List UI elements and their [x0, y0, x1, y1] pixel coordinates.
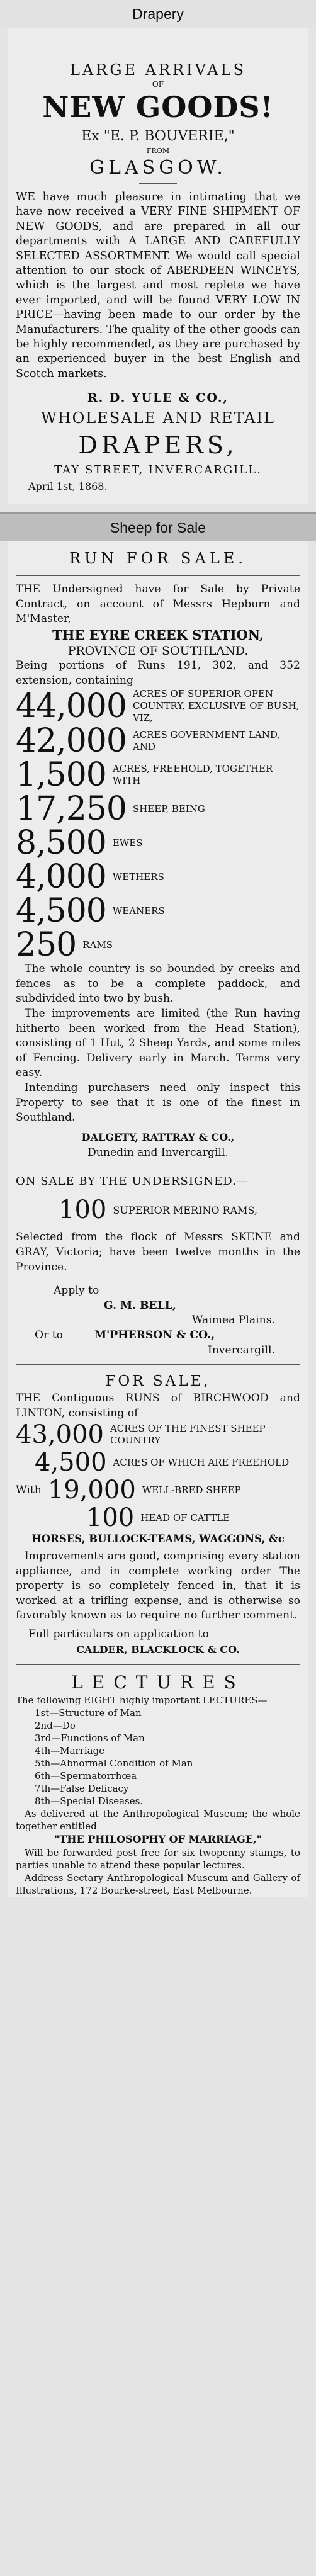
- item-desc: WEANERS: [112, 905, 165, 917]
- address-line: TAY STREET, INVERCARGILL.: [54, 463, 262, 477]
- lecture-item: 3rd—Functions of Man: [35, 1732, 145, 1744]
- run-p2: The improvements are limited (the Run having hitherto been worked from the Head Station), consisting of 1 Hut, 2 Sheep Yards, and some miles of Fencing. Delivery early in March. Terms very easy.: [16, 1007, 300, 1080]
- contact-bell-location: Waimea Plains.: [191, 1314, 275, 1327]
- lecture-item: 8th—Special Diseases.: [35, 1795, 144, 1807]
- lecture-item: 1st—Structure of Man: [35, 1707, 142, 1719]
- city-glasgow: GLASGOW.: [89, 157, 227, 179]
- item-number: 8,500: [16, 824, 106, 862]
- sheep-row: [16, 1476, 300, 1504]
- item-desc: ACRES, FREEHOLD, TOGETHER WITH: [112, 763, 273, 787]
- drapers-title: DRAPERS,: [78, 431, 238, 460]
- short-rule: [139, 183, 177, 184]
- item-number: 42,000: [16, 722, 127, 760]
- sheep-number: 19,000: [47, 1476, 136, 1505]
- contact-mpherson-location: Invercargill.: [207, 1343, 275, 1357]
- advert-yule: [8, 28, 308, 504]
- from-label: FROM: [146, 147, 170, 155]
- rule: [16, 1664, 300, 1665]
- station-name: THE EYRE CREEK STATION,: [52, 627, 264, 643]
- section-header-sheep: Sheep for Sale: [0, 512, 316, 541]
- item-number: 250: [16, 926, 77, 964]
- rule: [16, 1364, 300, 1365]
- item-number: 17,250: [16, 790, 127, 828]
- item-desc: ACRES OF SUPERIOR OPEN COUNTRY, EXCLUSIVE OF BUSH, VIZ,: [132, 688, 300, 724]
- advert-body: WE have much pleasure in intimating that we have now received a VERY FINE SHIPMENT OF NEW GOODS, and are prepared in all our departments with A LARGE AND CAREFULLY SELECTED ASSORTMENT. We would call special attention to our stock of ABERDEEN WINCEYS, which is the largest and most replete we have ever imported, and will be found VERY LOW IN PRICE—having been made to our order by the Manufacturers. The quality of the other goods can be highly recommended, as they are purchased by an experienced buyer in the best English and Scotch markets.: [16, 191, 300, 380]
- item-desc: ACRES OF WHICH ARE FREEHOLD: [113, 1456, 290, 1468]
- advert-run-for-sale: [8, 541, 308, 1897]
- headline-of: OF: [152, 80, 164, 89]
- run-for-sale-head: RUN FOR SALE.: [69, 550, 247, 568]
- cattle-number: 100: [86, 1503, 135, 1533]
- lecture-item: 2nd—Do: [35, 1720, 76, 1732]
- firm-location: Dunedin and Invercargill.: [87, 1146, 229, 1159]
- item-number: 4,000: [16, 858, 106, 896]
- run-p1: The whole country is so bounded by creeks and fences as to be a complete paddock, and subdivided into two by bush.: [16, 963, 300, 1005]
- headline-large-arrivals: LARGE ARRIVALS: [69, 61, 247, 79]
- firm-calder: CALDER, BLACKLOCK & CO.: [76, 1644, 240, 1656]
- item-row: [16, 724, 300, 758]
- item-desc: WETHERS: [112, 871, 164, 883]
- or-to: Or to: [35, 1328, 64, 1342]
- section-header-drapery: Drapery: [0, 0, 316, 28]
- for-sale-intro: THE Contiguous RUNS of BIRCHWOOD and LINTON, consisting of: [16, 1392, 300, 1420]
- apply-to: Apply to: [54, 1284, 99, 1297]
- lectures-head: LECTURES: [71, 1672, 245, 1693]
- item-row: [16, 792, 300, 826]
- contact-mpherson: M'PHERSON & CO.,: [94, 1328, 215, 1342]
- sheep-desc: WELL-BRED SHEEP: [142, 1484, 241, 1496]
- run-p3: Intending purchasers need only inspect this Property to see that it is one of the finest in Southland.: [16, 1082, 300, 1124]
- item-desc: ACRES GOVERNMENT LAND, AND: [132, 729, 281, 753]
- on-sale-head: ON SALE BY THE UNDERSIGNED.—: [16, 1175, 249, 1189]
- item-row: [16, 894, 300, 928]
- item-number: 1,500: [16, 756, 106, 794]
- item-desc: EWES: [112, 837, 143, 849]
- item-number: 44,000: [16, 687, 127, 725]
- rams-body: Selected from the flock of Messrs SKENE and GRAY, Victoria; have been twelve months in the Province.: [16, 1231, 300, 1274]
- lectures-p2: Will be forwarded post free for six twopenny stamps, to parties unable to attend these popular lectures.: [16, 1847, 300, 1872]
- province-name: PROVINCE OF SOUTHLAND.: [67, 644, 249, 658]
- lecture-item: 7th—False Delicacy: [35, 1783, 129, 1795]
- item-number: 4,500: [35, 1448, 107, 1477]
- firm-name: R. D. YULE & CO.,: [87, 391, 229, 405]
- item-row: [16, 1449, 300, 1476]
- item-number: 43,000: [16, 1420, 104, 1450]
- ship-name: Ex "E. P. BOUVERIE,": [81, 128, 235, 144]
- for-sale-head: FOR SALE,: [105, 1373, 211, 1390]
- item-row: [16, 826, 300, 860]
- lectures-p3: Address Sectary Anthropological Museum and Gallery of Illustrations, 172 Bourke-street, East Melbourne.: [16, 1872, 300, 1897]
- headline-new-goods: NEW GOODS!: [42, 90, 274, 124]
- item-desc: SHEEP, BEING: [132, 803, 205, 815]
- lecture-item: 4th—Marriage: [35, 1745, 105, 1757]
- lectures-title: "THE PHILOSOPHY OF MARRIAGE,": [54, 1833, 262, 1846]
- or-to-row: [16, 1328, 300, 1343]
- date-line: April 1st, 1868.: [28, 480, 108, 493]
- with-label: With: [16, 1483, 42, 1496]
- rams-desc: SUPERIOR MERINO RAMS,: [113, 1204, 257, 1216]
- lectures-intro: The following EIGHT highly important LECTURES—: [16, 1695, 268, 1707]
- lectures-p1: As delivered at the Anthropological Museum; the whole together entitled: [16, 1808, 300, 1833]
- item-row: [16, 758, 300, 792]
- contact-bell: G. M. BELL,: [104, 1299, 176, 1312]
- run-intro: THE Undersigned have for Sale by Private Contract, on account of Messrs Hepburn and M'Master,: [16, 583, 300, 626]
- item-desc: RAMS: [82, 939, 113, 951]
- lecture-item: 6th—Spermatorrhœa: [35, 1770, 137, 1782]
- firm-dalgety: DALGETY, RATTRAY & CO.,: [81, 1131, 235, 1143]
- trade-line: WHOLESALE AND RETAIL: [41, 409, 275, 427]
- lecture-item: 5th—Abnormal Condition of Man: [35, 1758, 193, 1770]
- cattle-desc: HEAD OF CATTLE: [140, 1511, 230, 1523]
- rule: [16, 575, 300, 576]
- cattle-row: [16, 1504, 300, 1532]
- item-row: [16, 860, 300, 894]
- rams-row: [16, 1196, 300, 1224]
- item-number: 4,500: [16, 892, 106, 930]
- horses-line: HORSES, BULLOCK-TEAMS, WAGGONS, &c: [31, 1533, 285, 1545]
- item-row: [16, 1421, 300, 1449]
- runs-text: Being portions of Runs 191, 302, and 352 extension, containing: [16, 659, 300, 687]
- item-row: [16, 688, 300, 724]
- item-desc: ACRES OF THE FINEST SHEEP COUNTRY: [110, 1423, 266, 1447]
- for-sale-body: Improvements are good, comprising every station appliance, and in complete working order The property is so completely fenced in, that it is worked at a trifling expense, and is otherwise so favorably known as to require no further comment.: [16, 1549, 300, 1622]
- item-row: [16, 928, 300, 962]
- rams-number: 100: [59, 1195, 107, 1225]
- full-particulars: Full particulars on application to: [28, 1627, 209, 1641]
